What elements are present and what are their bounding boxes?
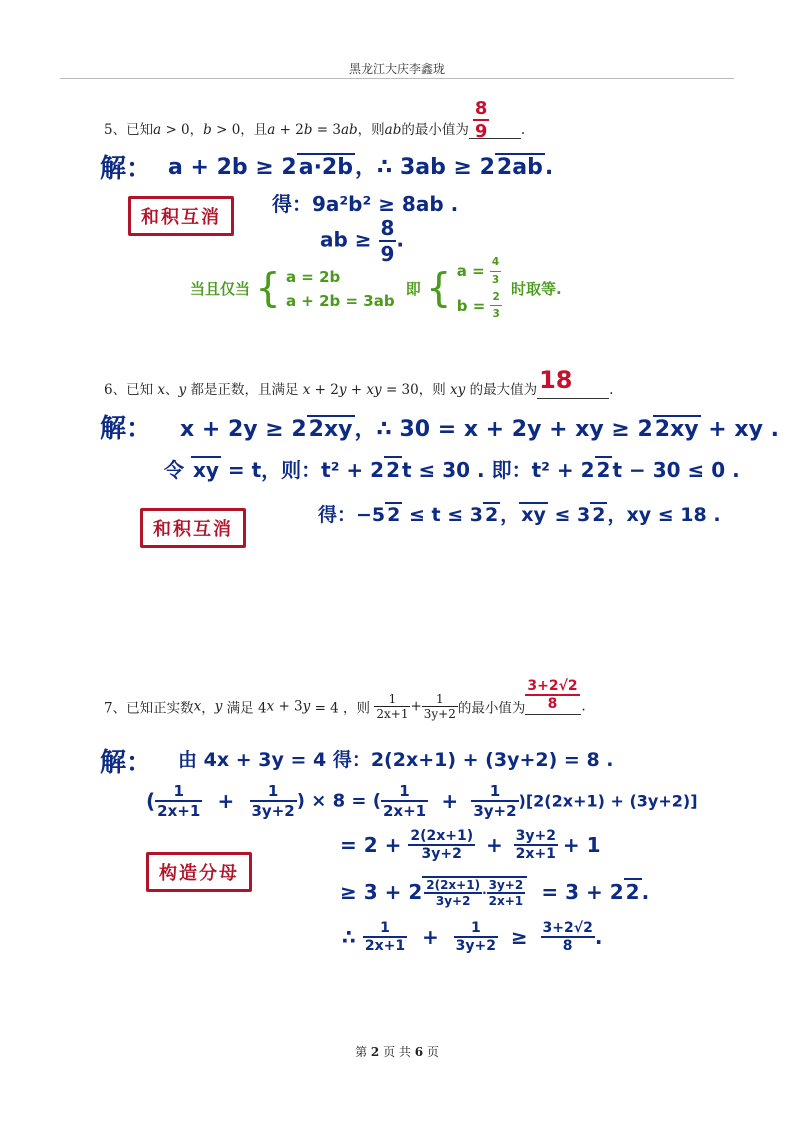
sqrt-group [422,876,527,908]
fraction-num: 4 [490,254,501,272]
solution-7-line5 [342,920,602,954]
fraction-num: 8 [380,216,395,240]
sqrt-content: 2 [386,458,400,482]
solution-6-line2 [164,454,740,483]
math-text: . [641,880,650,904]
problem-number: 6、 [104,382,127,398]
solution-5-line1 [168,150,553,181]
page-number: 2 [370,1045,380,1059]
math-text: ， [500,504,520,526]
math-text: 得：−5 [318,504,386,526]
math-text: )[2(2x+1) + (3y+2)] [518,791,698,811]
stem-text: + 2 [275,122,304,138]
condition-mid: 即 [405,280,421,299]
answer-blank [525,678,581,715]
condition-eq: a + 2b = 3ab [285,291,395,310]
math-text: + [217,789,235,813]
math-text: a + 2b ≥ 2 [168,155,297,180]
fraction-den: 2x+1 [364,938,406,954]
handwritten-answer: 18 [539,366,573,394]
condition-eq: a = [456,261,490,280]
solution-7-line1: 由 4x + 3y = 4 得：2(2x+1) + (3y+2) = 8 . [178,749,614,771]
math-text: ( [146,789,156,813]
stem-text: > 0，且 [211,122,268,138]
solution-7-line3 [340,828,600,862]
fraction-den: 2x+1 [515,846,556,862]
fraction [490,289,501,324]
handwritten-answer [525,678,579,712]
solution-7-label: 解： [100,748,153,778]
math-text: ∴ [342,925,363,949]
math-text: t ≤ 30 . 即：t² + 2 [402,458,595,482]
brace-icon: { [426,265,452,312]
math-text: ab ≥ [320,227,379,252]
sqrt-content: xy [192,458,219,482]
fraction-den: 9 [474,121,488,142]
fraction [250,782,297,820]
math-text: = t，则：t² + 2 [220,458,385,482]
sqrt-content: 2 [596,458,611,482]
fraction [487,878,526,908]
stem-text: + 2 [310,382,339,398]
sqrt-content: 2ab [496,155,543,180]
stem-var: ab [384,122,402,138]
stem-var: a [267,122,276,138]
fraction [424,878,482,908]
math-text: · [482,886,487,900]
fraction-num: 3+2√2 [542,920,593,936]
fraction-den: 3y+2 [251,802,295,820]
solution-6-line3 [318,500,721,527]
stem-text: = 4 ，则 [310,700,371,717]
math-text: . [594,925,603,949]
brace-icon: { [255,265,281,312]
stem-var: x [266,698,275,715]
sqrt-content: 2 [592,504,606,526]
stem-var: y [178,382,187,398]
math-text: 令 [164,458,191,482]
condition-system-2 [457,254,502,323]
fraction [541,920,595,954]
sqrt-content: 2xy [654,417,699,442]
fraction-num: 1 [381,782,428,802]
math-text: ≤ 3 [547,504,591,526]
stem-text: 都是正数，且满足 [186,382,303,398]
answer-blank [469,98,521,142]
stem-text: ， [201,700,215,717]
math-text: ，∴ 3ab ≥ 2 [354,155,495,180]
fraction [490,254,501,289]
fraction-den: 8 [562,938,573,954]
fraction [454,920,498,954]
fraction-den: 3y+2 [421,846,462,862]
solution-7-line2 [146,782,698,820]
stem-var: xy [450,382,466,398]
problem-5-stem: 5、已知a > 0，b > 0，且a + 2b = 3ab，则ab的最小值为 $\frac{8}{9}$ . [104,98,526,142]
stem-var: b [203,122,212,138]
fraction-den: 2x+1 [157,802,201,820]
fraction-num: 1 [454,920,498,938]
math-text: ) × 8 = ( [296,790,381,812]
math-text: ，xy ≤ 18 . [607,504,721,526]
math-text: . [396,227,405,252]
fraction-den: 9 [380,242,395,266]
math-text: + [422,925,439,949]
stem-text: = 3 [312,122,341,138]
stem-text: 的最大值为 [465,382,538,398]
fraction-den: 3y+2 [455,938,496,954]
footer-text: 页 共 [379,1045,415,1059]
total-pages: 6 [414,1045,424,1059]
header-rule [60,78,734,79]
math-text: + xy . [700,417,779,442]
fraction-den: 3y+2 [435,894,471,908]
page-header: 黑龙江大庆李鑫珑 [348,62,445,76]
math-text: = 3 + 2 [541,880,624,904]
math-text: t − 30 ≤ 0 . [612,458,740,482]
sqrt-content: xy [521,504,546,526]
condition-lead: 当且仅当 [190,280,251,299]
problem-6-stem: 6、已知 x、y 都是正数，且满足 x + 2y + xy = 30，则 xy 的最大值为 18 . [104,366,614,398]
condition-system-1 [286,265,395,313]
math-text: + [441,789,459,813]
fraction [471,782,518,820]
fraction-num: 8 [474,98,488,119]
math-text: ≥ [510,925,528,949]
stem-text: 已知正实数 [126,700,194,717]
fraction [374,692,410,721]
page-footer [0,1043,794,1060]
stem-text: + [410,698,422,715]
stem-text: 已知 [126,122,154,138]
answer-fraction [525,678,579,712]
fraction [422,692,458,721]
math-text: ≥ 3 + 2 [340,880,423,904]
stem-text: = 30，则 [381,382,451,398]
stem-var: xy [366,382,382,398]
condition-end: 时取等. [511,280,562,299]
fraction-den: 8 [547,696,558,712]
problem-7-stem: 7、已知正实数x，y 满足 4x + 3y = 4 ，则 $\frac{1}{2x+1}$ + $\frac{1}{3y+2}$ 的最小值为 $\frac{3+2√2}{8}$ . [104,678,586,721]
stamp-6: 和积互消 [140,508,246,548]
solution-5-label: 解： [100,154,153,184]
solution-7-line4 [340,876,649,908]
stem-var: y [214,698,223,715]
fraction [381,782,428,820]
math-text: + [485,833,503,857]
math-text: . [544,155,554,180]
handwritten-answer [473,98,490,142]
problem-number: 5、 [104,122,127,138]
footer-text: 页 [423,1045,439,1059]
stamp-7: 构造分母 [146,852,252,892]
fraction-den: 2x+1 [376,707,409,721]
fraction [408,828,475,862]
solution-6-line1 [180,412,779,443]
fraction-den: 3y+2 [473,802,517,820]
sqrt-content: 2 [387,504,401,526]
fraction [363,920,407,954]
fraction-den: 3 [492,308,500,321]
fraction-num: 2 [490,289,501,307]
fraction-num: 2(2x+1) [426,878,481,892]
stem-var: x [157,382,166,398]
fraction-num: 1 [471,782,518,802]
stem-text: ，则 [357,122,385,138]
fraction-num: 3y+2 [515,828,556,844]
math-text: + 1 [562,833,601,857]
math-text: x + 2y ≥ 2 [180,417,307,442]
stem-text: 已知 [126,382,158,398]
condition-eq: b = [456,296,491,315]
fraction-den: 3y+2 [423,707,456,721]
stem-text: 、 [165,382,179,398]
fraction-num: 3y+2 [488,878,524,892]
fraction [514,828,558,862]
math-text: ≤ t ≤ 3 [402,504,483,526]
fraction-num: 1 [250,782,297,802]
solution-5-condition [190,254,562,323]
sqrt-content: 2 [484,504,499,526]
stamp-5: 和积互消 [128,196,234,236]
stem-var: y [338,382,347,398]
fraction-num: 1 [363,920,407,938]
solution-6-label: 解： [100,414,153,444]
stem-var: b [303,122,313,138]
stem-var: x [302,382,311,398]
solution-5-line2: 得：9a²b² ≥ 8ab . [272,192,459,216]
stem-text: 的最小值为 [457,700,526,717]
sqrt-content: a·2b [298,155,353,180]
math-text: = 2 + [340,833,409,857]
stem-var: ab [340,122,358,138]
fraction-num: 3+2√2 [527,678,578,694]
math-text: ，∴ 30 = x + 2y + xy ≥ 2 [354,417,653,442]
answer-fraction [473,98,490,142]
fraction-den: 2x+1 [382,802,427,820]
stem-var: a [153,122,162,138]
stem-var: x [193,698,202,715]
stem-text: + 3 [274,698,303,715]
stem-text: 的最小值为 [401,122,469,138]
fraction-num: 1 [374,692,410,707]
stem-text: 满足 4 [222,700,267,717]
fraction-num: 1 [155,782,202,802]
sqrt-content: 2xy [308,417,353,442]
fraction-den: 2x+1 [488,894,524,908]
fraction-den: 3 [491,273,500,286]
stem-var: y [302,698,311,715]
condition-eq: a = 2b [285,267,341,286]
problem-number: 7、 [104,700,127,717]
stem-text: > 0， [161,122,204,138]
stem-text: + [346,382,367,398]
fraction [155,782,202,820]
fraction-num: 2(2x+1) [410,828,474,844]
fraction-num: 1 [422,692,458,707]
sqrt-content: 2 [625,880,640,904]
answer-blank [537,366,609,399]
footer-text: 第 [355,1045,371,1059]
